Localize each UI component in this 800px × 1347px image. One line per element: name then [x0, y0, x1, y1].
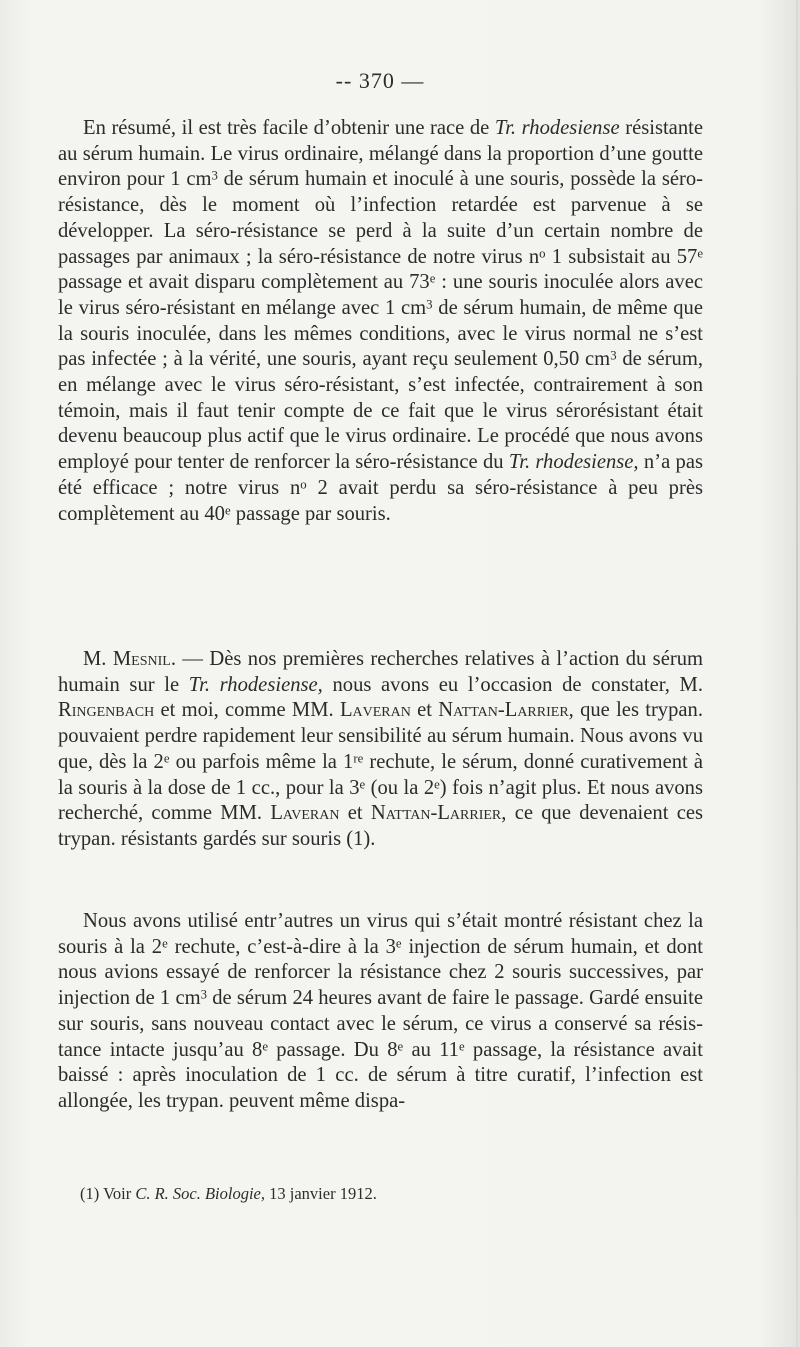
author-name: Laveran — [339, 699, 411, 722]
paragraph-virus — [58, 909, 703, 1115]
paragraph-3-text: Nous avons utilisé entr’autres un virus qui s’était montré résistant chez la souris à la 2e rechute, c’est-à-dire à la 3e injection de sérum humain, et dont nous avions essayé de renforcer la résistance chez 2 souris successives, par injection de 1 $cm^3$ de sérum 24 heures avant de faire le passage. Gardé ensuite sur souris, sans nouveau contact avec le sérum, ce virus a conservé sa résistance intacte jusqu’au 8e passage. Du 8e au 11e passage, la résistance avait baissé : après inoculation de 1 cc. de sérum à titre curatif, l’infection est allongée, les trypan. peuvent même dispa- — [58, 910, 703, 1112]
paragraph-2-text: M. Mesnil. — Dès nos premières recherches relatives à l’action du sérum humain sur le Tr. rhodesiense, nous avons eu l’occasion de constater, M. Ringenbach et moi, comme MM. Laveran et Nattan-Larrier, que les trypan. pouvaient perdre rapidement leur sensibilité au sérum humain. Nous avons vu que, dès la 2e ou parfois même la 1re rechute, le sérum, donné curativement à la souris à la dose de 1 cc., pour la 3e (ou la 2e) fois n’agit plus. Et nous avons recherché, comme MM. Laveran et Nattan-Larrier, ce que devenaient ces trypan. résistants gardés sur souris (1). — [58, 648, 704, 850]
paragraph-mesnil — [58, 647, 703, 853]
paragraph-1-text: En résumé, il est très facile d’obtenir une race de Tr. rhodesiense résistante au sérum humain. Le virus ordinaire, mélangé dans la proportion d’une goutte environ pour 1 $cm^3$ de sérum humain et inoculé à une souris, possède la séro-résistance, dès le moment où l’infection retardée est parvenue à se développer. La séro-résistance se perd à la suite d’un certain nombre de passages par animaux ; la séro-résistance de notre virus $n^o$ 1 subsistait au 57e passage et avait disparu complètement au 73e : une souris inoculée alors avec le virus séro-résistant en mélange avec 1 $cm^3$ de sérum humain, de même que la souris inoculée, dans les mêmes conditions, avec le virus normal ne s’est pas infectée ; à la vérité, une souris, ayant reçu seulement 0,50 $cm^3$ de sérum, en mélange avec le virus séro-résistant, s’est infectée, contrairement à son témoin, mais il faut tenir compte de ce fait que le virus sérorésistant était devenu beaucoup plus actif que le virus ordinaire. Le procédé que nous avons employé pour tenter de renforcer la séro-résistance du Tr. rhodesiense, n’a pas été efficace ; notre virus $n^o$ 2 avait perdu sa séro-résistance à peu près complètement au 40e passage par souris. — [58, 117, 703, 525]
paragraph-summary — [58, 116, 703, 527]
page-edge-shadow — [796, 0, 798, 1347]
author-name: Nattan-Larrier — [370, 802, 502, 825]
author-name: Nattan-Larrier — [438, 699, 569, 722]
footnote: (1) Voir C. R. Soc. Biologie, 13 janvier 1912. — [80, 1184, 377, 1203]
author-name: Ringenbach — [58, 699, 155, 722]
author-name: Mesnil — [112, 648, 171, 670]
page-number: -- 370 — — [335, 68, 425, 93]
author-name: Laveran — [270, 802, 340, 825]
